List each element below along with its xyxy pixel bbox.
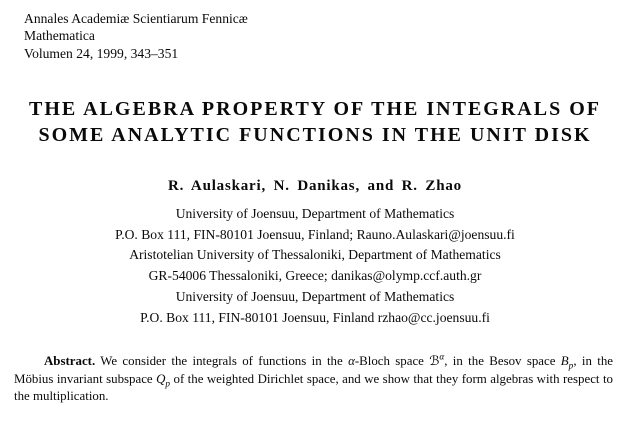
affiliation-line: University of Joensuu, Department of Mathematics: [175, 288, 455, 304]
affiliation-line: GR-54006 Thessaloniki, Greece; danikas@olymp.ccf.auth.gr: [148, 268, 482, 284]
affiliation-line: University of Joensuu, Department of Mathematics: [175, 206, 455, 221]
journal-name: Annales Academiæ Scientiarum Fennicæ: [24, 11, 248, 26]
affiliations-block: [0, 204, 630, 328]
paper-title: [0, 96, 630, 148]
journal-header: [24, 10, 248, 62]
title-line-2: SOME ANALYTIC FUNCTIONS IN THE UNIT DISK: [38, 124, 592, 146]
authors-line: R. Aulaskari, N. Danikas, and R. Zhao: [168, 178, 462, 194]
affiliation-line: P.O. Box 111, FIN-80101 Joensuu, Finland; Rauno.Aulaskari@joensuu.fi: [115, 226, 515, 242]
abstract-paragraph: [14, 353, 613, 406]
affiliation-line: P.O. Box 111, FIN-80101 Joensuu, Finland rzhao@cc.joensuu.fi: [140, 309, 490, 325]
abstract-body: We consider the integrals of functions in the α-Bloch space ℬ$^\alpha$, in the Besov space $B_p$, in the Möbius invariant subspace $Q_p$ of the weighted Dirichlet space, and we show that they form algebras with respect to the multiplication.: [14, 352, 613, 404]
title-line-1: THE ALGEBRA PROPERTY OF THE INTEGRALS OF: [29, 98, 601, 120]
affiliation-line: Aristotelian University of Thessaloniki, Department of Mathematics: [129, 247, 501, 263]
journal-volume: Volumen 24, 1999, 343–351: [24, 45, 179, 61]
journal-series: Mathematica: [24, 28, 95, 44]
abstract-label: Abstract.: [44, 354, 96, 368]
